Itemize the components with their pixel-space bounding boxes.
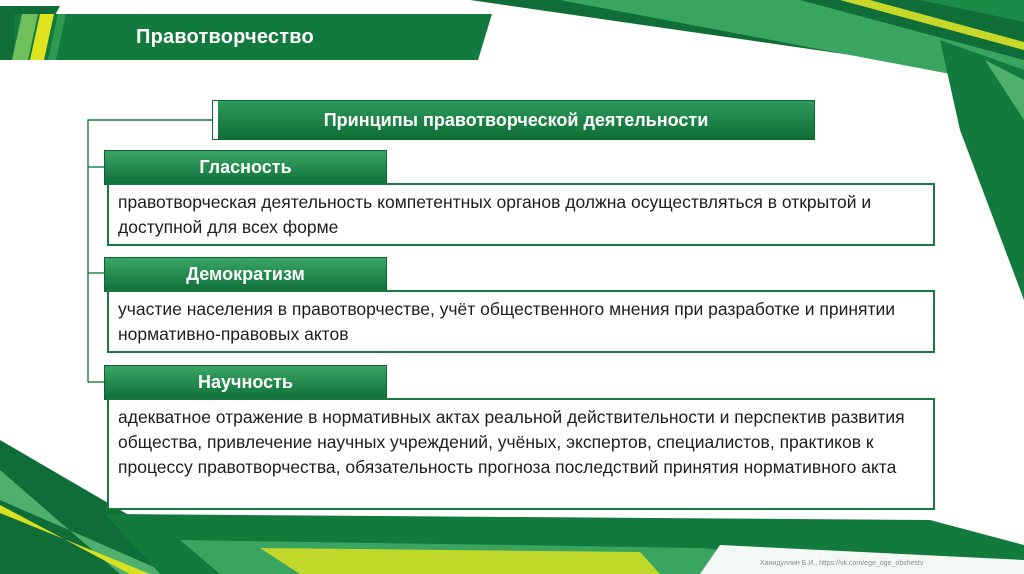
principle-description-democratism xyxy=(107,290,935,353)
page-title: Правотворчество xyxy=(136,25,314,48)
principle-tab-scientific xyxy=(105,366,386,399)
principle-tab-democratism xyxy=(105,258,386,291)
bottom-band-yellow xyxy=(260,548,660,574)
principle-description-text: правотворческая деятельность компетентных органов должна осуществляться в открытой и доступной для всех форме xyxy=(118,192,872,237)
principles-header xyxy=(213,101,814,139)
principle-name: Научность xyxy=(198,372,293,392)
principle-description-glasnost xyxy=(107,183,935,246)
principle-description-text: участие населения в правотворчестве, учёт общественного мнения при разработке и принятии нормативно-правовых актов xyxy=(118,299,896,344)
principle-description-scientific xyxy=(107,398,935,510)
title-banner xyxy=(136,15,476,59)
principle-name: Демократизм xyxy=(186,264,305,284)
principles-header-label: Принципы правотворческой деятельности xyxy=(323,109,709,130)
principle-name: Гласность xyxy=(199,157,292,177)
principle-description-text: адекватное отражение в нормативных актах реальной действительности и перспектив развития общества, привлечение научных учреждений, учёных, экспертов, специалистов, практиков к процессу правотворчества, обязательность прогноза последствий принятия нормативного акта xyxy=(118,407,905,477)
principle-tab-glasnost xyxy=(105,151,386,184)
footer-credit: Ханидуллин Б.И., https://vk.com/ege_oge_obshestv xyxy=(760,560,924,567)
